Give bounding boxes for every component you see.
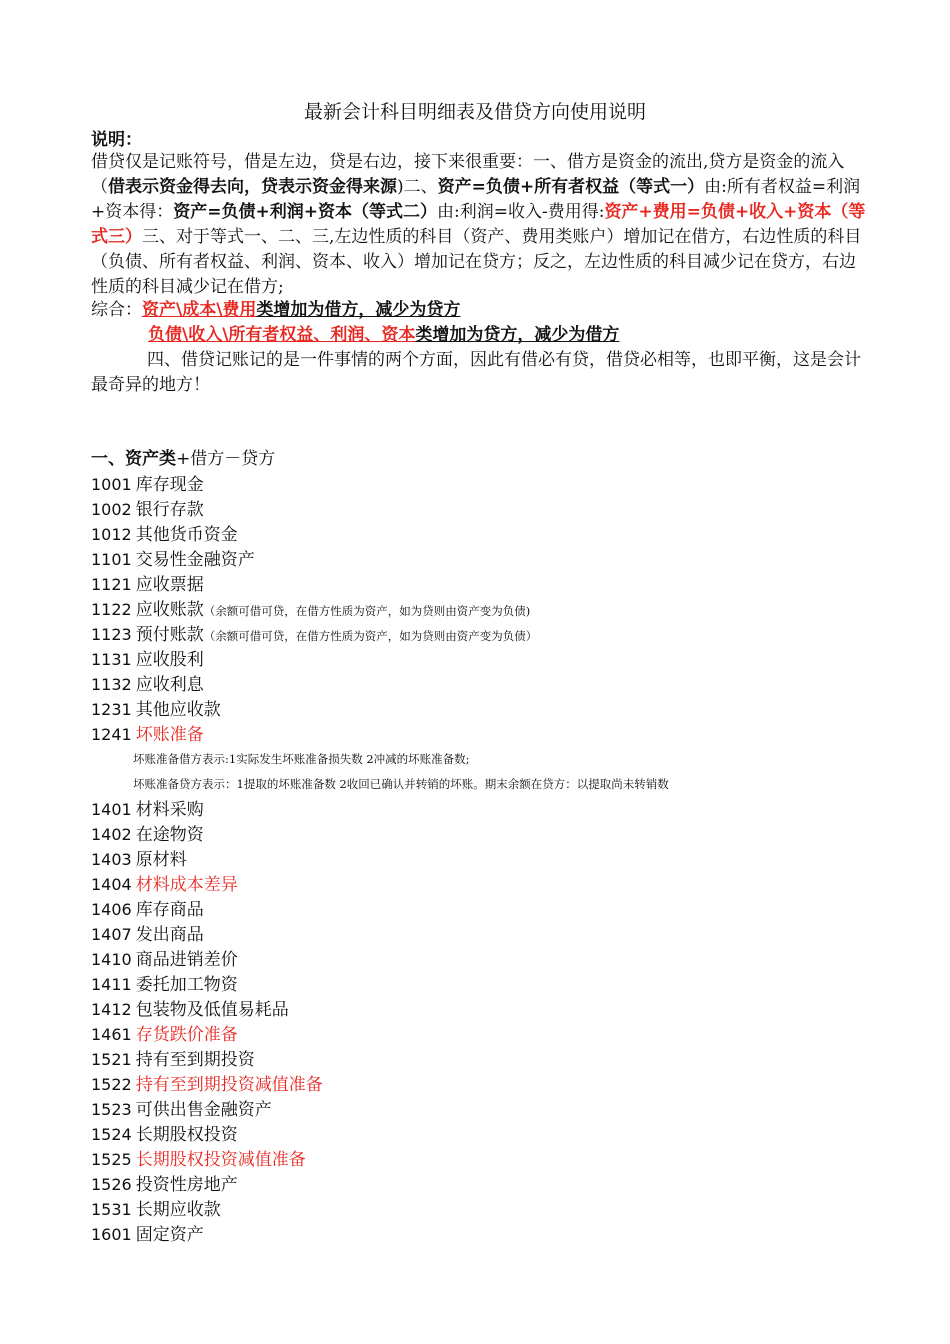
account-name: 包装物及低值易耗品 [135, 1000, 289, 1020]
account-row [91, 947, 238, 973]
bad-debt-note: 坏账准备贷方表示：1提取的坏账准备数 2收回已确认并转销的坏账。期末余额在贷方：以提取尚未转销数 [133, 777, 669, 791]
account-name: 持有至到期投资 [135, 1050, 255, 1070]
account-name: 材料成本差异 [135, 875, 238, 895]
account-row [91, 1122, 238, 1148]
account-row [91, 622, 537, 649]
account-code: 1407 [91, 925, 132, 944]
account-code: 1523 [91, 1100, 132, 1119]
account-row [91, 872, 238, 898]
account-row [91, 472, 204, 498]
account-code: 1121 [91, 575, 132, 594]
point-four-text: 四、借贷记账记的是一件事情的两个方面，因此有借必有贷，借贷必相等，也即平衡，这是会计最奇异的地方！ [91, 350, 861, 395]
account-code: 1404 [91, 875, 132, 894]
account-row [91, 1072, 323, 1098]
account-code: 1001 [91, 475, 132, 494]
account-name: 其他应收款 [135, 700, 221, 720]
account-note: （余额可借可贷，在借方性质为资产，如为贷则由资产变为负债) [203, 604, 531, 618]
summary2-red: 负债\收入\所有者权益、利润、资本 [148, 325, 416, 345]
account-code: 1403 [91, 850, 132, 869]
account-name: 应收账款 [135, 600, 204, 620]
account-code: 1241 [91, 725, 132, 744]
equation-two: 资产=负债+利润+资本（等式二） [173, 202, 437, 222]
equation-one: 资产=负债+所有者权益（等式一） [437, 177, 705, 197]
account-row [91, 1197, 221, 1223]
account-row [91, 997, 289, 1023]
account-name: 投资性房地产 [135, 1175, 238, 1195]
account-name: 发出商品 [135, 925, 204, 945]
account-code: 1402 [91, 825, 132, 844]
account-code: 1461 [91, 1025, 132, 1044]
section-heading-rest: +借方－贷方 [176, 449, 276, 469]
account-row [91, 1022, 238, 1048]
account-row [91, 922, 204, 948]
account-code: 1412 [91, 1000, 132, 1019]
account-name: 委托加工物资 [135, 975, 238, 995]
account-name: 长期应收款 [135, 1200, 221, 1220]
account-code: 1231 [91, 700, 132, 719]
account-name: 应收票据 [135, 575, 204, 595]
intro-paragraph [91, 150, 871, 300]
summary2-rest: 类增加为贷方，减少为借方 [415, 325, 620, 345]
account-code: 1531 [91, 1200, 132, 1219]
section-heading-assets [91, 447, 275, 472]
account-code: 1101 [91, 550, 132, 569]
account-row [91, 1047, 255, 1073]
account-name: 固定资产 [135, 1225, 204, 1245]
account-name: 坏账准备 [135, 725, 204, 745]
equation-three: 资产+费用=负债+收入+资本（等式三） [91, 202, 866, 247]
account-name: 应收利息 [135, 675, 204, 695]
intro-label-text: 说明： [91, 130, 142, 150]
intro-text-i: 三、对于等式一、二、三,左边性质的科目（资产、费用类账户）增加记在借方，右边性质的科目（负债、所有者权益、利润、资本、收入）增加记在贷方；反之，左边性质的科目减少记在贷方，右边性质的科目减少记在借方; [91, 227, 862, 297]
account-row [91, 597, 530, 624]
intro-text-c: )二、 [397, 177, 438, 197]
account-name: 在途物资 [135, 825, 204, 845]
account-code: 1002 [91, 500, 132, 519]
account-name: 持有至到期投资减值准备 [135, 1075, 323, 1095]
account-row [91, 522, 238, 548]
account-name: 原材料 [135, 850, 187, 870]
intro-text-a: 借贷仅是记账符号，借是左边，贷是右边，接下来很重要：一、借方是资金的流出,贷方是资金的流入（ [91, 152, 845, 197]
point-four-paragraph [91, 348, 871, 398]
account-name: 存货跌价准备 [135, 1025, 238, 1045]
summary-line-1 [91, 298, 871, 323]
account-name: 长期股权投资减值准备 [135, 1150, 306, 1170]
account-code: 1526 [91, 1175, 132, 1194]
account-code: 1525 [91, 1150, 132, 1169]
account-row [91, 972, 238, 998]
account-code: 1410 [91, 950, 132, 969]
account-name: 其他货币资金 [135, 525, 238, 545]
summary-line-2 [148, 323, 868, 348]
account-row [91, 697, 221, 723]
account-code: 1601 [91, 1225, 132, 1244]
account-row [91, 897, 204, 923]
account-code: 1123 [91, 625, 132, 644]
account-code: 1406 [91, 900, 132, 919]
account-row [91, 1222, 204, 1248]
account-name: 材料采购 [135, 800, 204, 820]
account-row [91, 722, 204, 748]
account-note: （余额可借可贷，在借方性质为资产，如为贷则由资产变为负债） [203, 629, 538, 643]
bad-debt-note: 坏账准备借方表示:1实际发生坏账准备损失数 2冲减的坏账准备数; [133, 752, 470, 766]
account-name: 商品进销差价 [135, 950, 238, 970]
account-name: 银行存款 [135, 500, 204, 520]
account-row [91, 1097, 272, 1123]
account-name: 预付账款 [135, 625, 204, 645]
account-name: 应收股利 [135, 650, 204, 670]
account-row [91, 647, 204, 673]
intro-text-e: 由:所有者权益=利润+资本得： [91, 177, 861, 222]
account-name: 长期股权投资 [135, 1125, 238, 1145]
account-row [91, 497, 204, 523]
account-row [91, 822, 204, 848]
account-row [91, 1172, 238, 1198]
summary1-red: 资产\成本\费用 [142, 300, 257, 320]
account-code: 1012 [91, 525, 132, 544]
intro-text-b: 借表示资金得去向，贷表示资金得来源 [108, 177, 397, 197]
account-code: 1122 [91, 600, 132, 619]
account-row [91, 572, 204, 598]
account-code: 1401 [91, 800, 132, 819]
account-row [91, 847, 187, 873]
intro-text-g: 由:利润=收入-费用得: [436, 202, 605, 222]
summary-label: 综合： [91, 300, 142, 320]
account-name: 可供出售金融资产 [135, 1100, 272, 1120]
account-name: 交易性金融资产 [135, 550, 255, 570]
account-code: 1521 [91, 1050, 132, 1069]
account-row [91, 672, 204, 698]
account-code: 1131 [91, 650, 132, 669]
account-row [91, 1147, 306, 1173]
account-name: 库存商品 [135, 900, 204, 920]
account-code: 1132 [91, 675, 132, 694]
account-code: 1524 [91, 1125, 132, 1144]
document-title: 最新会计科目明细表及借贷方向使用说明 [303, 101, 646, 123]
account-row [91, 797, 204, 823]
account-row [91, 547, 255, 573]
account-name: 库存现金 [135, 475, 204, 495]
section-heading-bold: 一、资产类 [91, 449, 176, 469]
summary1-rest: 类增加为借方，减少为贷方 [256, 300, 461, 320]
account-code: 1411 [91, 975, 132, 994]
account-code: 1522 [91, 1075, 132, 1094]
